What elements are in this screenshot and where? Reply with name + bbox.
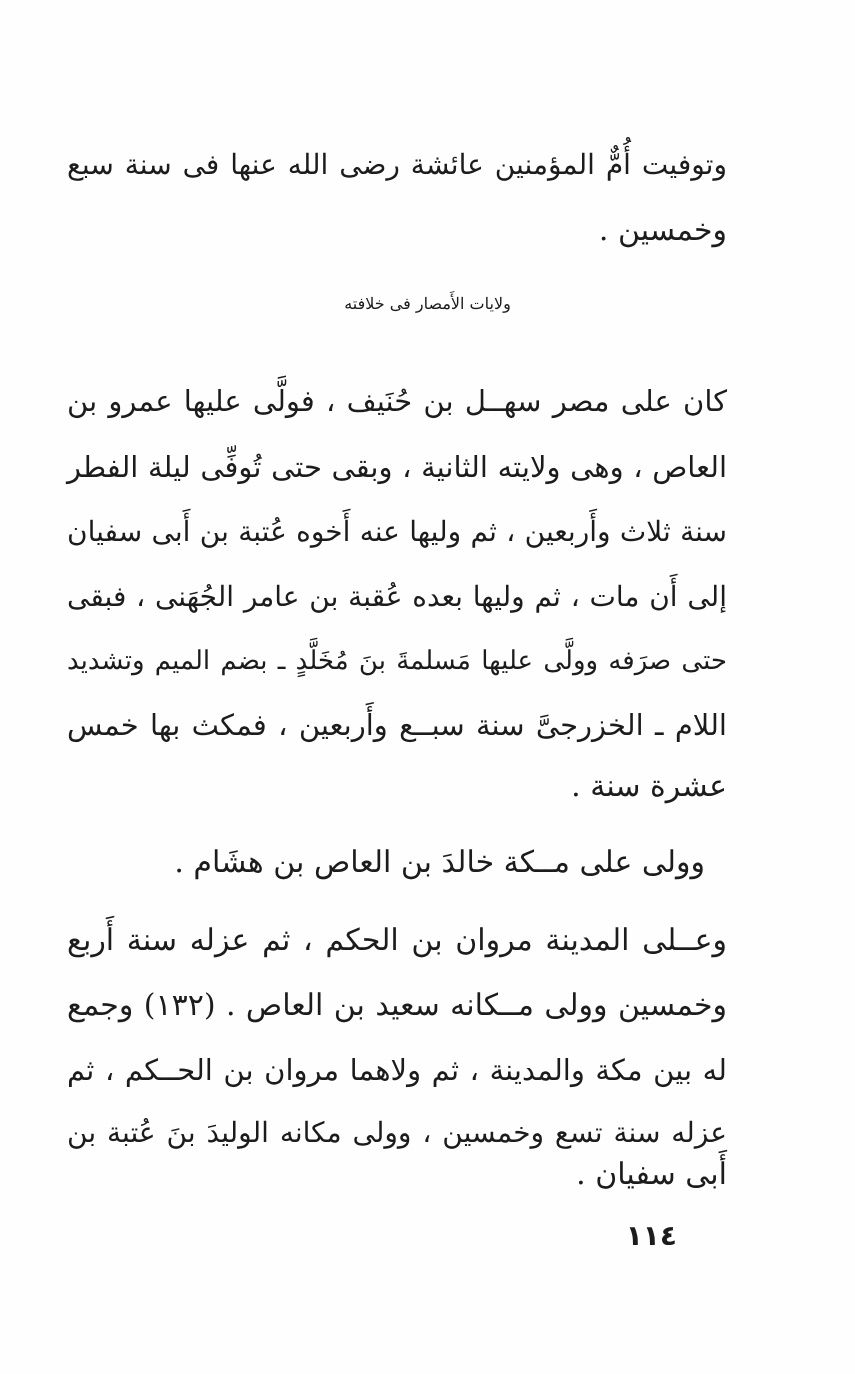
- paragraph-2-line-4: إلى أَن مات ، ثم وليها بعده عُقبة بن عامر الجُهَنى ، فبقى: [67, 580, 727, 613]
- paragraph-4-line-2: وخمسين وولى مــكانه سعيد بن العاص . (١٣٢) وجمع: [67, 988, 727, 1023]
- paragraph-4-line-1: وعــلى المدينة مروان بن الحكم ، ثم عزله سنة أَربع: [67, 923, 727, 958]
- section-heading: ولايات الأَمصار فى خلافته: [344, 294, 511, 313]
- paragraph-1-line-1: وتوفيت أُمٌّ المؤمنين عائشة رضى الله عنها فى سنة سبع: [67, 148, 727, 181]
- paragraph-4-line-3: له بين مكة والمدينة ، ثم ولاهما مروان بن الحــكم ، ثم: [67, 1053, 727, 1087]
- page-number: ١١٤: [625, 1219, 677, 1252]
- paragraph-4-line-4: عزله سنة تسع وخمسين ، وولى مكانه الوليدَ بنَ عُتبة بن: [67, 1116, 727, 1149]
- paragraph-2-line-1: كان على مصر سهــل بن حُنَيف ، فولَّى عليها عمرو بن: [67, 384, 727, 418]
- paragraph-1-line-2: وخمسين .: [598, 213, 727, 248]
- paragraph-2-line-2: العاص ، وهى ولايته الثانية ، وبقى حتى تُوفِّى ليلة الفطر: [67, 450, 727, 484]
- paragraph-2-line-3: سنة ثلاث وأَربعين ، ثم وليها عنه أَخوه عُتبة بن أَبى سفيان: [67, 515, 727, 548]
- paragraph-4-line-5: أَبى سفيان .: [576, 1157, 727, 1192]
- paragraph-2-line-5: حتى صرَفه وولَّى عليها مَسلمةَ بنَ مُخَلَّدٍ ـ بضم الميم وتشديد: [67, 646, 727, 676]
- paragraph-2-line-7: عشرة سنة .: [571, 769, 727, 804]
- paragraph-2-line-6: اللام ـ الخزرجىَّ سنة سبــع وأَربعين ، فمكث بها خمس: [67, 708, 727, 742]
- paragraph-3-line-1: وولى على مــكة خالدَ بن العاص بن هشَام .: [174, 845, 705, 880]
